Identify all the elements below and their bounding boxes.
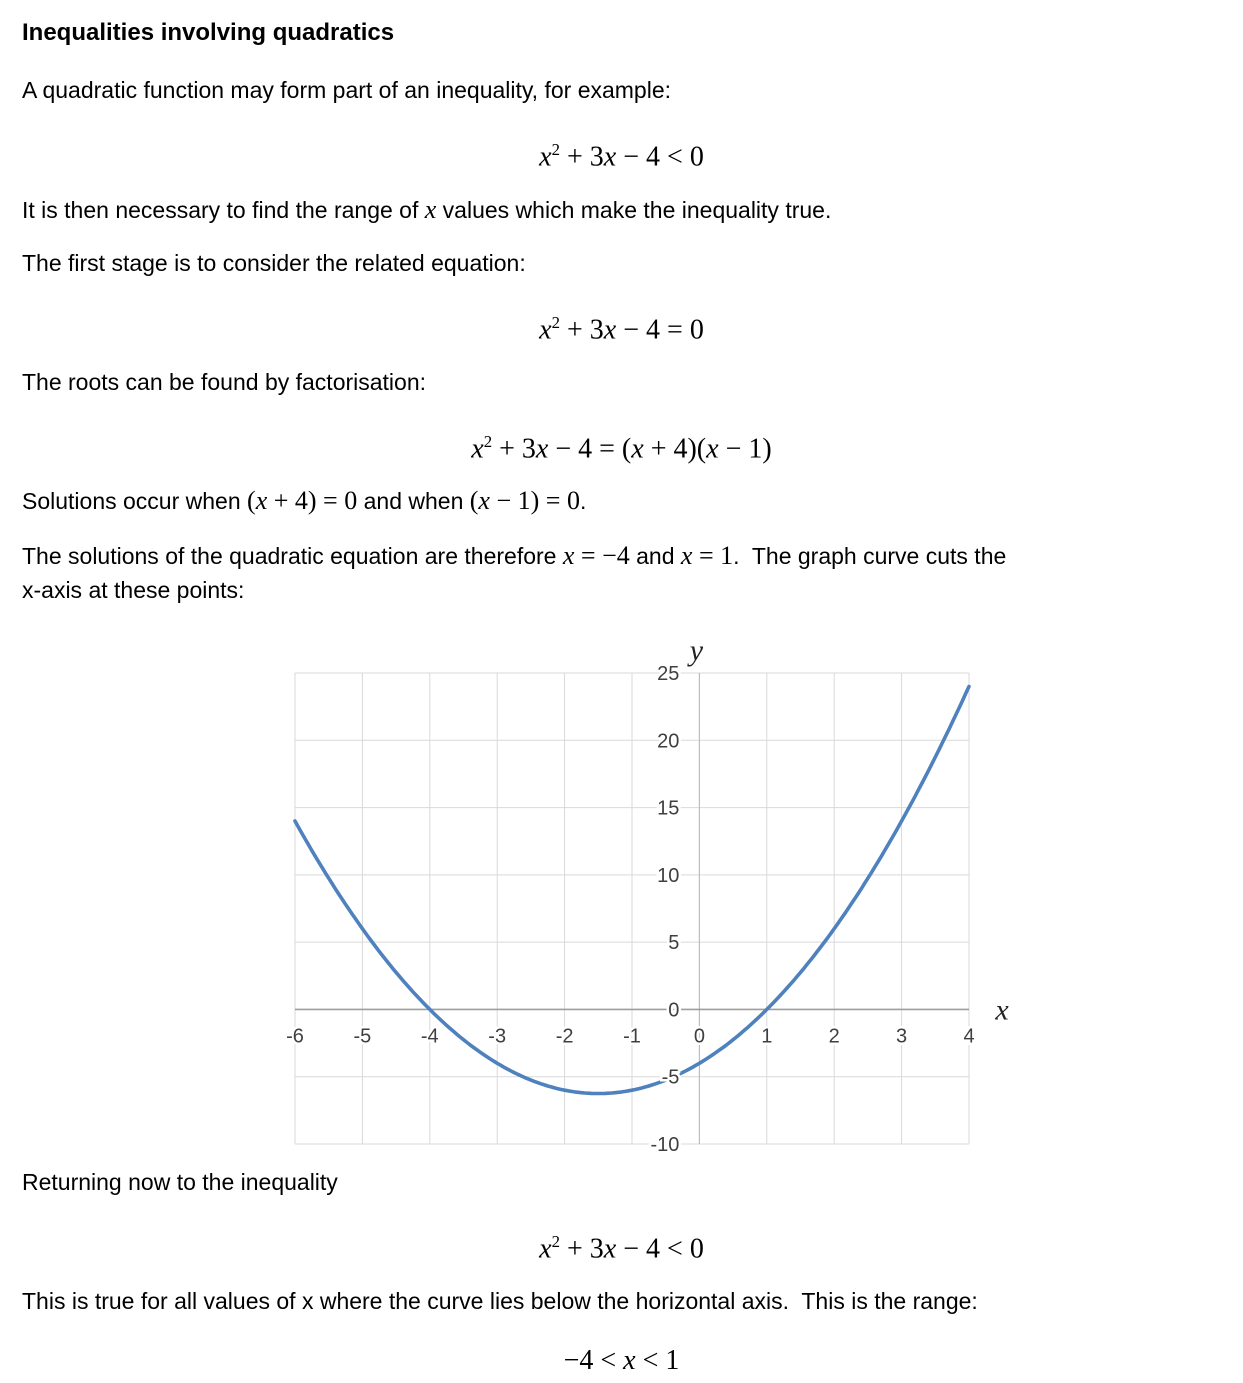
x-tick-label: -3 xyxy=(488,1025,507,1048)
inline-math: x = 1 xyxy=(680,540,734,570)
range-paragraph: It is then necessary to find the range of x values which make the inequality true. xyxy=(22,195,832,225)
quadratic-graph xyxy=(0,630,1243,1155)
inline-math: x = −4 xyxy=(562,540,630,570)
x-axis-title: x xyxy=(995,993,1009,1027)
equation-related: $x^2 + 3x - 4 = 0$ xyxy=(539,313,704,346)
x-tick-label: 4 xyxy=(963,1025,975,1048)
equation-inequality: $x^2 + 3x - 4 < 0$ xyxy=(539,140,704,173)
conclusion-paragraph: This is true for all values of x where the curve lies below the horizontal axis. This is the range: xyxy=(22,1288,978,1315)
x-tick-label: -5 xyxy=(353,1025,372,1048)
y-tick-label: 15 xyxy=(657,797,680,820)
solutions-paragraph: Solutions occur when (x + 4) = 0 and when (x − 1) = 0. xyxy=(22,485,587,515)
x-tick-label: -6 xyxy=(286,1025,304,1048)
x-tick-label: -4 xyxy=(420,1025,439,1048)
document xyxy=(0,18,1243,1383)
graph-intro-paragraph: The solutions of the quadratic equation are therefore x = −4 and x = 1. The graph curve cuts the x-axis at these points: xyxy=(22,540,1007,603)
x-tick-label: 0 xyxy=(693,1025,705,1048)
equation-factorised: $x^2 + 3x - 4 = (x + 4)(x - 1)$ xyxy=(471,431,772,464)
first-stage-paragraph: The first stage is to consider the related equation: xyxy=(22,250,526,277)
roots-paragraph: The roots can be found by factorisation: xyxy=(22,368,427,395)
y-tick-label: 10 xyxy=(657,864,680,887)
x-tick-label: 1 xyxy=(761,1025,773,1048)
inline-math: x xyxy=(424,195,437,225)
y-tick-label: 5 xyxy=(668,932,680,955)
page-title: Inequalities involving quadratics xyxy=(22,19,395,46)
x-tick-label: -1 xyxy=(623,1025,641,1048)
quadratic-graph-svg xyxy=(0,630,1243,1155)
y-tick-label: 25 xyxy=(657,662,680,685)
y-axis-title: y xyxy=(689,633,704,667)
inline-math: (x + 4) = 0 xyxy=(247,485,358,515)
y-tick-label: 20 xyxy=(657,730,680,753)
x-tick-label: -2 xyxy=(555,1025,574,1048)
equation-range: −4 < x < 1 xyxy=(563,1345,680,1377)
equation-inequality-repeat: $x^2 + 3x - 4 < 0$ xyxy=(539,1231,704,1265)
inline-math: (x − 1) = 0 xyxy=(469,485,580,515)
intro-paragraph: A quadratic function may form part of an inequality, for example: xyxy=(22,77,672,103)
x-tick-label: 3 xyxy=(896,1025,908,1048)
returning-paragraph: Returning now to the inequality xyxy=(22,1168,338,1195)
x-tick-label: 2 xyxy=(828,1025,840,1048)
y-tick-label: -5 xyxy=(661,1066,680,1089)
y-tick-label: -10 xyxy=(650,1133,680,1155)
y-tick-label: 0 xyxy=(668,999,680,1022)
